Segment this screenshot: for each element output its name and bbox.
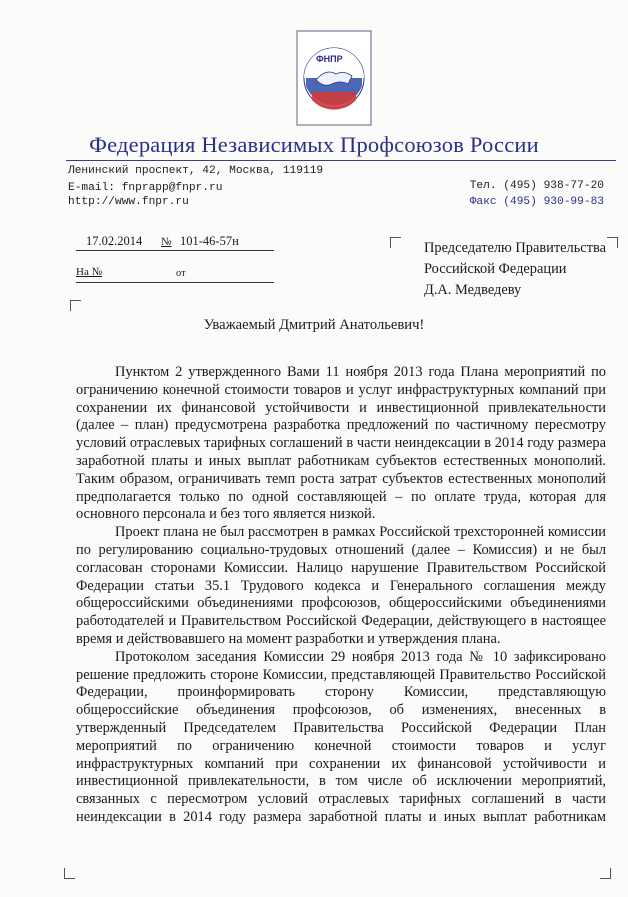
- addressee-name: Д.А. Медведеву: [424, 282, 522, 298]
- logo-text: ФНПР: [316, 54, 343, 64]
- header-divider: [66, 160, 616, 161]
- website-link[interactable]: http://www.fnpr.ru: [68, 196, 189, 208]
- fnpr-logo: [296, 30, 372, 126]
- registration-line: [76, 250, 274, 251]
- fax-number: Факс (495) 930-99-83: [469, 196, 604, 208]
- phone-number: Тел. (495) 938-77-20: [469, 180, 604, 192]
- reference-number-label: На №: [76, 266, 103, 278]
- addressee-line: Председателю Правительства: [424, 240, 606, 256]
- letter-body: [76, 364, 606, 827]
- organization-name: Федерация Независимых Профсоюзов России: [89, 132, 539, 157]
- corner-mark: [390, 237, 401, 248]
- corner-mark: [64, 868, 75, 879]
- email-address: E-mail: fnprapp@fnpr.ru: [68, 182, 223, 194]
- document-number: 101-46-57н: [180, 234, 239, 248]
- document-date: 17.02.2014: [86, 234, 143, 248]
- corner-mark: [607, 237, 618, 248]
- number-label: №: [161, 236, 172, 248]
- postal-address: Ленинский проспект, 42, Москва, 119119: [68, 165, 324, 177]
- reference-date-label: от: [176, 268, 186, 279]
- reference-line: [76, 282, 274, 283]
- corner-mark: [600, 868, 611, 879]
- paragraph: Протоколом заседания Комиссии 29 ноября 2013 года № 10 зафиксировано решение предложить стороне Комиссии, представляющей Правительство Российской Федерации, проинформировать сторону Комиссии, представляющую общероссийские объединения профсоюзов, об изменениях, внесенных в утвержденный Председателем Правительства Российской Федерации План мероприятий по ограничению конечной стоимости товаров и услуг инфраструктурных компаний при сохранении их финансовой устойчивости и инвестиционной привлекательности, в том числе об исключении мероприятий, связанных с пересмотром условий отраслевых тарифных соглашений в части неиндексации в 2014 году размера заработной платы и иных выплат работникам: [76, 648, 606, 825]
- addressee-line: Российской Федерации: [424, 261, 567, 277]
- salutation: Уважаемый Дмитрий Анатольевич!: [203, 317, 425, 333]
- corner-mark: [70, 300, 81, 311]
- paragraph: Проект плана не был рассмотрен в рамках Российской трехсторонней комиссии по регулированию социально-трудовых отношений (далее – Комиссия) и не был согласован сторонами Комиссии. Налицо нарушение Правительством Российской Федерации статьи 35.1 Трудового кодекса и Генерального соглашения между общероссийскими объединениями профсоюзов, общероссийскими объединениями работодателей и Правительством Российской Федерации, действующего в настоящее время и действовавшего на момент разработки и утверждения плана.: [76, 524, 606, 647]
- paragraph: Пунктом 2 утвержденного Вами 11 ноября 2013 года Плана мероприятий по ограничению конечной стоимости товаров и услуг инфраструктурных компаний при сохранении их финансовой устойчивости и инвестиционной привлекательности (далее – план) предусмотрена разработка предложений по частичному пересмотру условий отраслевых тарифных соглашений в части неиндексации в 2014 году размера заработной платы и иных выплат работникам субъектов естественных монополий. Таким образом, ограничивать темп роста затрат субъектов естественных монополий предполагается только по одной составляющей – по оплате труда, которая для основного персонала и без того является низкой.: [76, 364, 606, 523]
